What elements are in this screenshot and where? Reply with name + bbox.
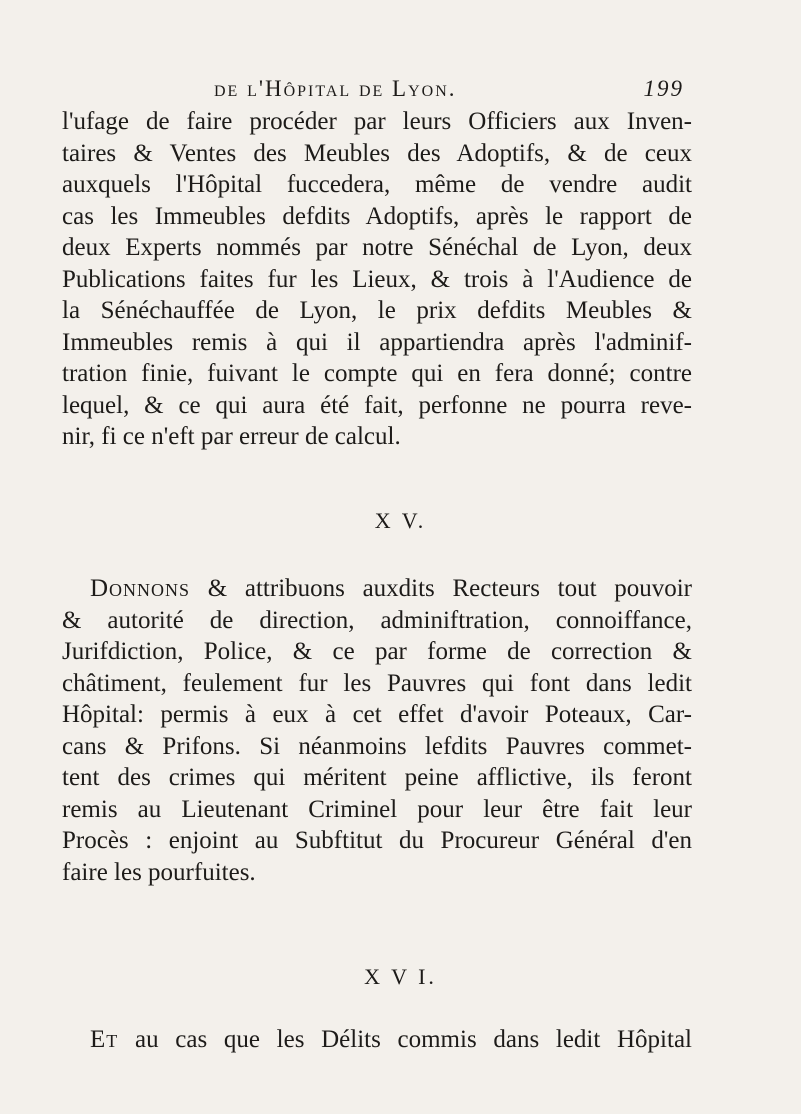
initial-word: Donnons [90, 575, 191, 602]
text-line: faire les pourfuites. [62, 858, 256, 886]
text-line: Hôpital: permis à eux à cet effet d'avoir Poteaux, Car- [62, 701, 692, 728]
running-header [214, 76, 684, 106]
initial-word: Et [90, 1026, 119, 1053]
text-line: tration finie, fuivant le compte qui en fera donné; contre [62, 360, 692, 387]
text-line: remis au Lieutenant Criminel pour leur être fait leur [62, 795, 692, 823]
paragraph-3 [62, 1024, 692, 1056]
text-line: taires & Ventes des Meubles des Adoptifs, & de ceux [62, 139, 692, 167]
text-line: & autorité de direction, adminiftration, connoiffance, [62, 606, 692, 634]
first-line-rest: & attribuons auxdits Recteurs tout pouvoir [190, 575, 692, 602]
text-line: lequel, & ce qui aura été fait, perfonne ne pourra reve- [62, 391, 692, 419]
first-line-rest: au cas que les Délits commis dans ledit Hôpital [118, 1026, 692, 1053]
paragraph-2 [62, 573, 692, 888]
page-number: 199 [643, 76, 684, 101]
text-line: Procès : enjoint au Subftitut du Procureur Général d'en [62, 827, 692, 854]
text-line-first [62, 1024, 692, 1056]
text-line: l'ufage de faire procéder par leurs Officiers aux Inven- [62, 108, 692, 135]
text-line: tent des crimes qui méritent peine afflictive, ils feront [62, 764, 692, 791]
section-heading-16: X V I. [364, 964, 437, 989]
paragraph-1 [62, 106, 692, 453]
text-line: châtiment, feulement fur les Pauvres qui font dans ledit [62, 669, 692, 697]
text-line: Publications faites fur les Lieux, & trois à l'Audience de [62, 265, 692, 293]
text-line: cans & Prifons. Si néanmoins lefdits Pauvres commet- [62, 732, 692, 760]
running-title: de l'Hôpital de Lyon. [214, 76, 457, 101]
text-line: la Sénéchauffée de Lyon, le prix defdits Meubles & [62, 297, 692, 324]
text-line: cas les Immeubles defdits Adoptifs, après le rapport de [62, 202, 692, 230]
text-line: auxquels l'Hôpital fuccedera, même de vendre audit [62, 171, 692, 198]
text-line: deux Experts nommés par notre Sénéchal de Lyon, deux [62, 234, 692, 261]
section-heading-15: X V. [374, 508, 427, 533]
text-line: Jurifdiction, Police, & ce par forme de correction & [62, 638, 692, 665]
text-line-first [62, 573, 692, 605]
text-line: nir, fi ce n'eft par erreur de calcul. [62, 423, 401, 450]
text-line: Immeubles remis à qui il appartiendra après l'adminif- [62, 328, 692, 356]
